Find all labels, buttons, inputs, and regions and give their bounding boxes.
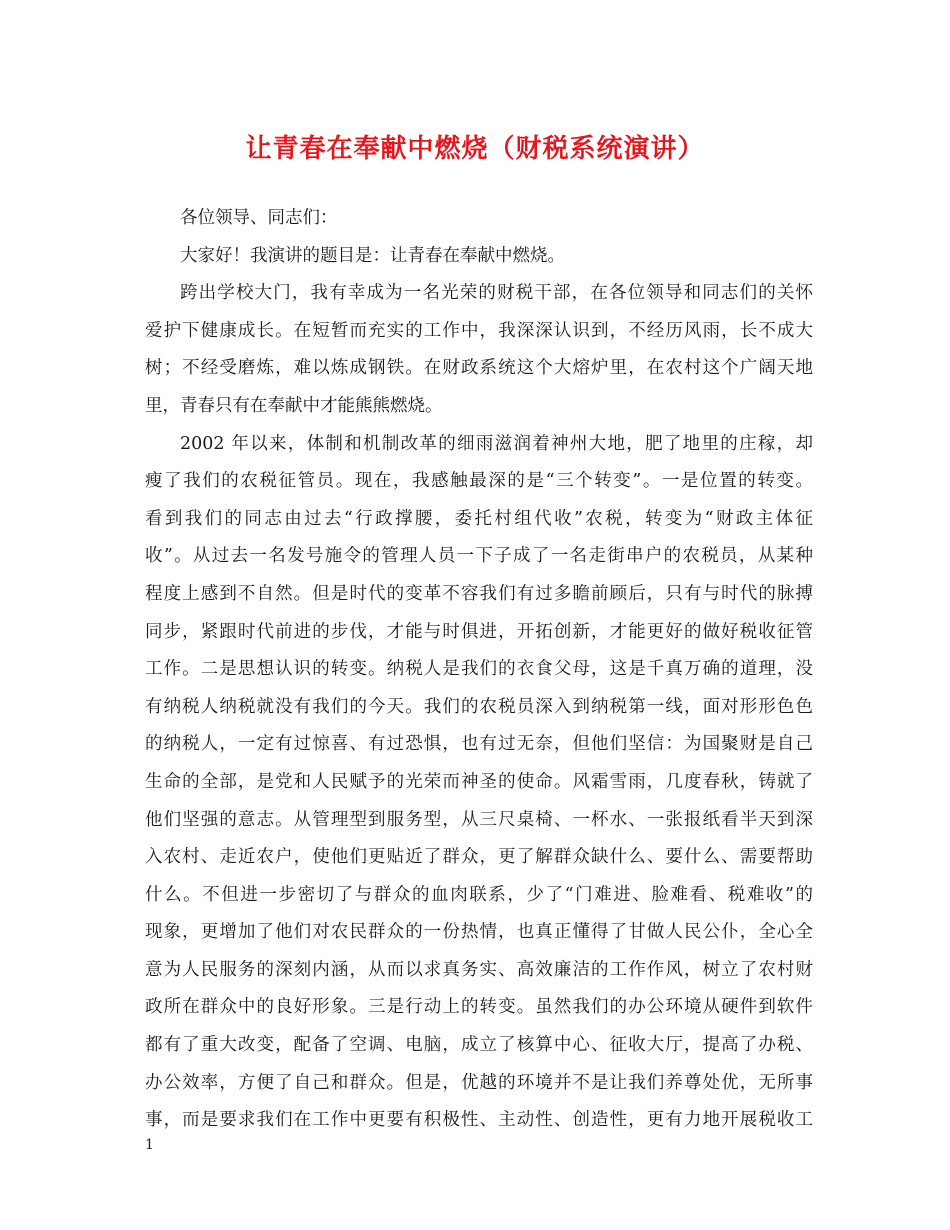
text-line: 同步，紧跟时代前进的步伐，才能与时俱进，开拓创新，才能更好的做好税收征管	[145, 621, 813, 642]
text-line: 什么。不但进一步密切了与群众的血肉联系，少了“门难进、脸难看、税难收”的	[145, 884, 813, 905]
text-line: 跨出学校大门，我有幸成为一名光荣的财税干部，在各位领导和同志们的关怀	[180, 283, 813, 304]
text-line: 入农村、走近农户，使他们更贴近了群众，更了解群众缺什么、要什么、需要帮助	[145, 847, 813, 868]
text-line: 现象，更增加了他们对农民群众的一份热情，也真正懂得了甘做人民公仆，全心全	[145, 922, 813, 943]
greeting-line: 大家好！我演讲的题目是：让青春在奉献中燃烧。	[180, 245, 565, 266]
text-line: 办公效率，方便了自己和群众。但是，优越的环境并不是让我们养尊处优，无所事	[145, 1072, 813, 1093]
text-line: 工作。二是思想认识的转变。纳税人是我们的衣食父母，这是千真万确的道理，没	[145, 659, 813, 680]
text-line: 树；不经受磨炼，难以炼成钢铁。在财政系统这个大熔炉里，在农村这个广阔天地	[145, 358, 813, 379]
text-line: 有纳税人纳税就没有我们的今天。我们的农税员深入到纳税第一线，面对形形色色	[145, 696, 813, 717]
text-line: 意为人民服务的深刻内涵，从而以求真务实、高效廉洁的工作作风，树立了农村财	[145, 959, 813, 980]
document-body	[145, 200, 813, 1140]
text-line: 他们坚强的意志。从管理型到服务型，从三尺桌椅、一杯水、一张报纸看半天到深	[145, 809, 813, 830]
salutation-line: 各位领导、同志们：	[180, 208, 338, 228]
text-line: 都有了重大改变，配备了空调、电脑，成立了核算中心、征收大厅，提高了办税、	[145, 1035, 813, 1056]
text-line: 事，而是要求我们在工作中更要有积极性、主动性、创造性，更有力地开展税收工	[145, 1110, 813, 1131]
text-line: 收”。从过去一名发号施令的管理人员一下子成了一名走街串户的农税员，从某种	[145, 546, 813, 567]
text-line: 生命的全部，是党和人民赋予的光荣而神圣的使命。风霜雪雨，几度春秋，铸就了	[145, 771, 813, 792]
text-line: 政所在群众中的良好形象。三是行动上的转变。虽然我们的办公环境从硬件到软件	[145, 997, 813, 1018]
text-line: 里，青春只有在奉献中才能熊熊燃烧。	[145, 395, 443, 416]
page-number: 1	[145, 1137, 154, 1153]
text-line: 看到我们的同志由过去“行政撑腰，委托村组代收”农税，转变为“财政主体征	[145, 508, 813, 529]
text-line: 程度上感到不自然。但是时代的变革不容我们有过多瞻前顾后，只有与时代的脉搏	[145, 583, 813, 604]
document-title: 让青春在奉献中燃烧（财税系统演讲）	[245, 134, 705, 164]
text-line: 的纳税人，一定有过惊喜、有过恐惧，也有过无奈，但他们坚信：为国聚财是自己	[145, 734, 813, 755]
text-line: 瘦了我们的农税征管员。现在，我感触最深的是“三个转变”。一是位置的转变。	[145, 471, 813, 492]
text-line: 爱护下健康成长。在短暂而充实的工作中，我深深认识到，不经历风雨，长不成大	[145, 320, 813, 341]
text-line: 2002 年以来，体制和机制改革的细雨滋润着神州大地，肥了地里的庄稼，却	[180, 433, 813, 454]
